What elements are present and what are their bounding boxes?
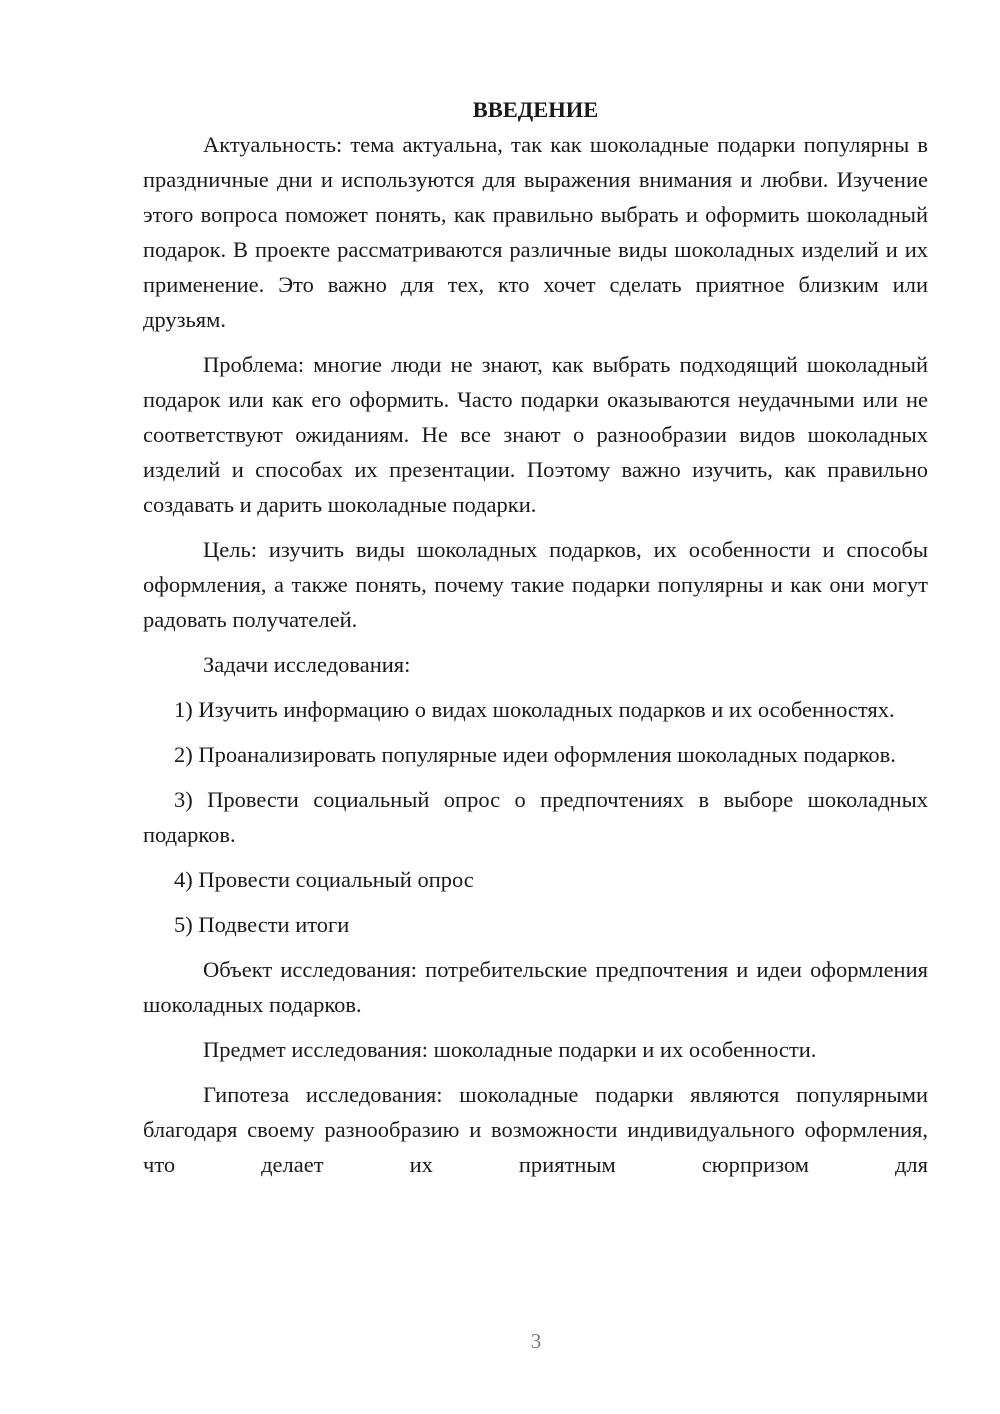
paragraph-hypothesis: Гипотеза исследования: шоколадные подарки являются популярными благодаря своему разнообразию и возможности индивидуального оформления, что делает их приятным сюрпризом для bbox=[143, 1082, 928, 1177]
page-number: 3 bbox=[530, 1329, 542, 1353]
paragraph-goal: Цель: изучить виды шоколадных подарков, их особенности и способы оформления, а также понять, почему такие подарки популярны и как они могут радовать получателей. bbox=[143, 537, 928, 632]
task-item-3: 3) Провести социальный опрос о предпочтениях в выборе шоколадных подарков. bbox=[143, 787, 928, 847]
section-title: ВВЕДЕНИЕ bbox=[472, 97, 599, 122]
task-item-5: 5) Подвести итоги bbox=[174, 912, 350, 937]
tasks-heading: Задачи исследования: bbox=[203, 652, 411, 677]
task-item-2: 2) Проанализировать популярные идеи оформления шоколадных подарков. bbox=[174, 742, 896, 767]
paragraph-object: Объект исследования: потребительские предпочтения и идеи оформления шоколадных подарков. bbox=[143, 957, 928, 1017]
paragraph-problem: Проблема: многие люди не знают, как выбрать подходящий шоколадный подарок или как его оформить. Часто подарки оказываются неудачными или не соответствуют ожиданиям. Не все знают о разнообразии видов шоколадных изделий и способах их презентации. Поэтому важно изучить, как правильно создавать и дарить шоколадные подарки. bbox=[143, 352, 928, 517]
task-item-1: 1) Изучить информацию о видах шоколадных подарков и их особенностях. bbox=[174, 697, 895, 722]
task-item-4: 4) Провести социальный опрос bbox=[174, 867, 474, 892]
paragraph-relevance: Актуальность: тема актуальна, так как шоколадные подарки популярны в праздничные дни и используются для выражения внимания и любви. Изучение этого вопроса поможет понять, как правильно выбрать и оформить шоколадный подарок. В проекте рассматриваются различные виды шоколадных изделий и их применение. Это важно для тех, кто хочет сделать приятное близким или друзьям. bbox=[143, 132, 928, 332]
paragraph-subject: Предмет исследования: шоколадные подарки и их особенности. bbox=[203, 1037, 817, 1062]
document-body bbox=[143, 92, 928, 1182]
